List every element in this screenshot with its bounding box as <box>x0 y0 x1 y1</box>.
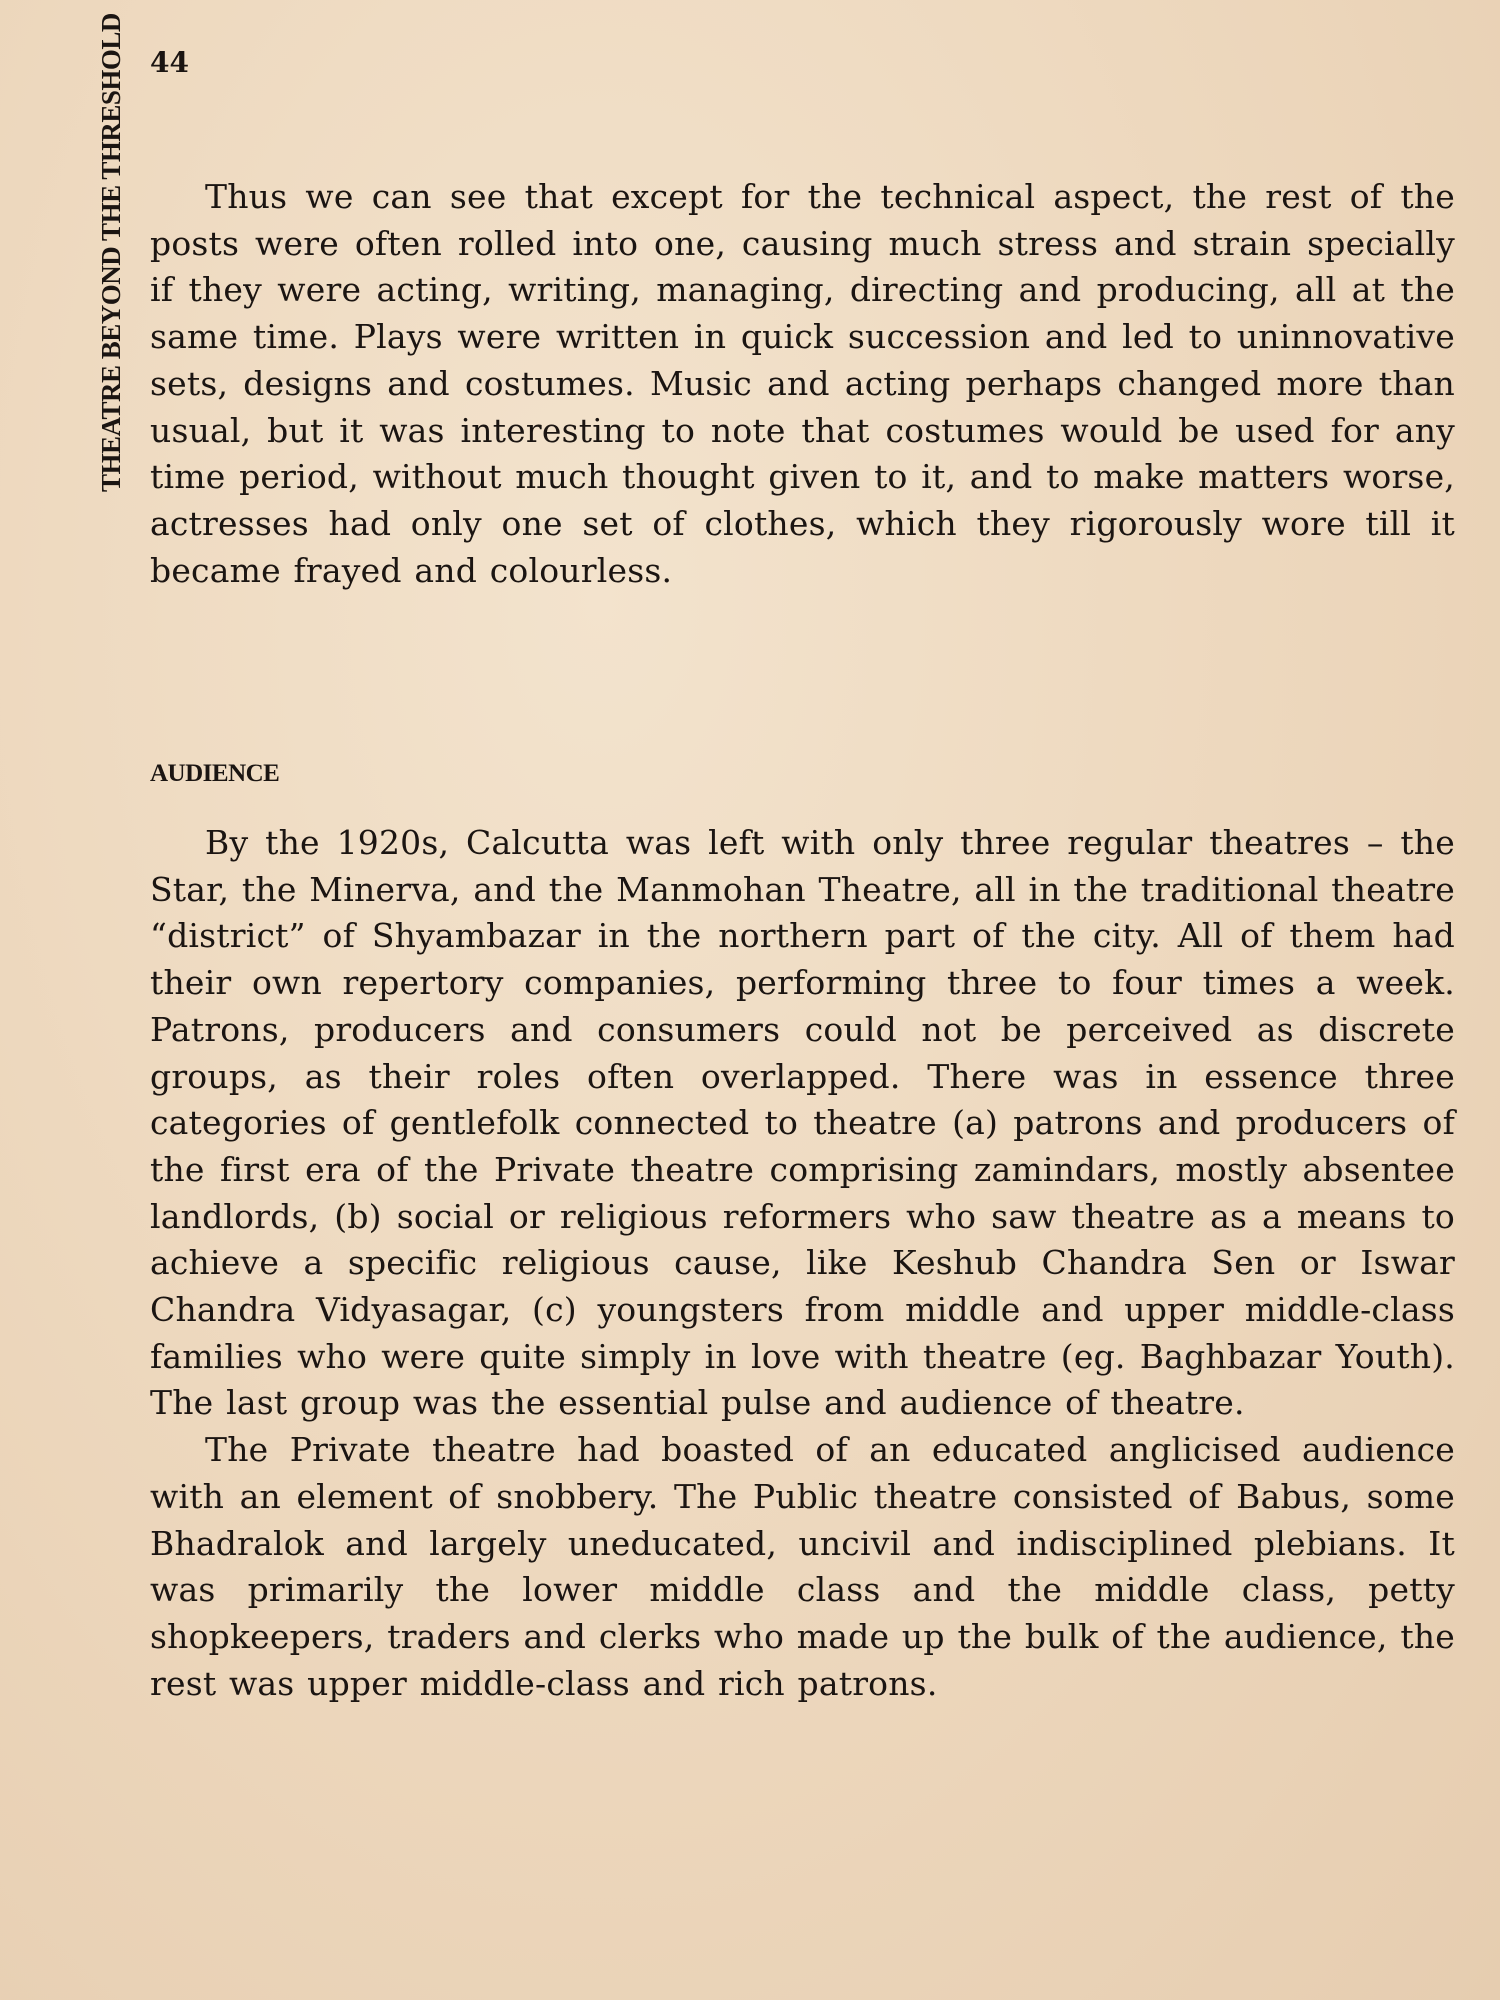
section-heading: AUDIENCE <box>150 760 280 787</box>
body-section-2 <box>150 820 1455 1707</box>
paragraph: By the 1920s, Calcutta was left with only three regular theatres – the Star, the Minerva, and the Manmohan Theatre, all in the traditional theatre “district” of Shyambazar in the northern part of the city. All of them had their own repertory companies, performing three to four times a week. Patrons, producers and consumers could not be perceived as discrete groups, as their roles often overlapped. There was in essence three categories of gentlefolk connected to theatre (a) patrons and producers of the first era of the Private theatre comprising zamindars, mostly absentee landlords, (b) social or religious reformers who saw theatre as a means to achieve a specific religious cause, like Keshub Chandra Sen or Iswar Chandra Vidyasagar, (c) youngsters from middle and upper middle-class families who were quite simply in love with theatre (eg. Baghbazar Youth). The last group was the essential pulse and audience of theatre. <box>150 823 1455 1423</box>
running-head <box>96 13 126 492</box>
paragraph: The Private theatre had boasted of an educated anglicised audience with an element of snobbery. The Public theatre consisted of Babus, some Bhadralok and largely uneducated, uncivil and indisciplined plebians. It was primarily the lower middle class and the middle class, petty shopkeepers, traders and clerks who made up the bulk of the audience, the rest was upper middle-class and rich patrons. <box>150 1430 1455 1703</box>
running-head-text: THEATRE BEYOND THE THRESHOLD <box>96 13 126 492</box>
page-number: 44 <box>150 46 189 79</box>
paragraph: Thus we can see that except for the technical aspect, the rest of the posts were often rolled into one, causing much stress and strain specially if they were acting, writing, managing, directing and producing, all at the same time. Plays were written in quick succession and led to uninnovative sets, designs and costumes. Music and acting perhaps changed more than usual, but it was interesting to note that costumes would be used for any time period, without much thought given to it, and to make matters worse, actresses had only one set of clothes, which they rigorously wore till it became frayed and colourless. <box>150 177 1455 590</box>
body-section-1 <box>150 174 1455 594</box>
